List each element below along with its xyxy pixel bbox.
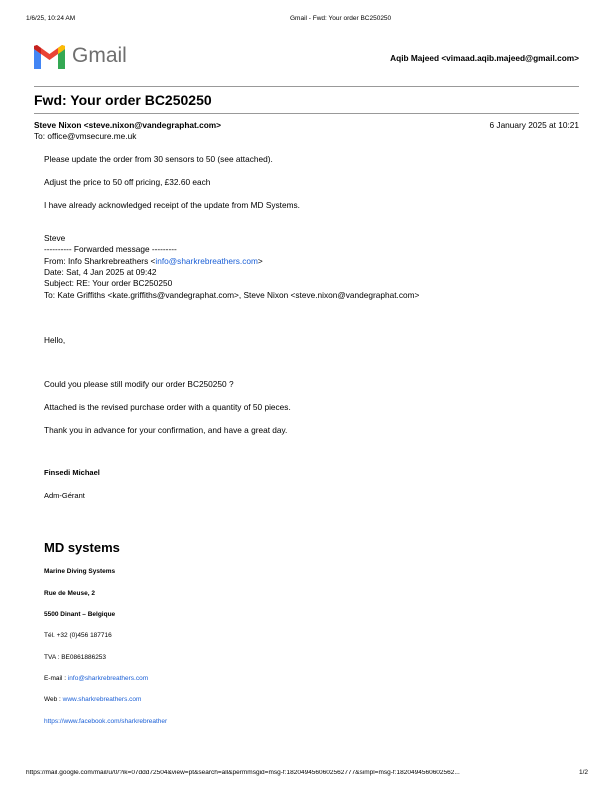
email-subject: Fwd: Your order BC250250 [34, 92, 212, 108]
body-line: Please update the order from 30 sensors to 50 (see attached). [44, 154, 273, 164]
body-line: Adjust the price to 50 off pricing, £32.60 each [44, 177, 211, 187]
signature-full-name: Marine Diving Systems [44, 568, 116, 575]
forwarded-subject: Subject: RE: Your order BC250250 [44, 278, 173, 288]
quoted-role: Adm-Gérant [44, 491, 85, 500]
gmail-logo [34, 44, 127, 73]
print-title: Gmail - Fwd: Your order BC250250 [290, 15, 392, 22]
divider [34, 113, 579, 114]
quoted-line: Thank you in advance for your confirmation, and have a great day. [44, 425, 288, 435]
signature-company: MD systems [44, 540, 120, 555]
from-email-link[interactable]: info@sharkrebreathers.com [155, 256, 258, 266]
forwarded-to: To: Kate Griffiths <kate.griffiths@vandegraphat.com>, Steve Nixon <steve.nixon@vandegraphat.com> [44, 290, 420, 300]
quoted-line: Could you please still modify our order BC250250 ? [44, 379, 234, 389]
signature-web-link[interactable]: www.sharkrebreathers.com [62, 696, 142, 703]
sent-date: 6 January 2025 at 10:21 [489, 120, 579, 130]
signature-email-link[interactable]: info@sharkrebreathers.com [67, 675, 149, 682]
greeting: Hello, [44, 335, 66, 345]
forwarded-separator: ---------- Forwarded message --------- [44, 244, 177, 254]
quoted-line: Attached is the revised purchase order with a quantity of 50 pieces. [44, 402, 291, 412]
signature-web [44, 697, 141, 704]
divider [34, 86, 579, 87]
account-identity: Aqib Majeed <vimaad.aqib.majeed@gmail.com> [390, 53, 579, 63]
body-line: I have already acknowledged receipt of the update from MD Systems. [44, 200, 300, 210]
signature-facebook-link[interactable]: https://www.facebook.com/sharkrebreather [44, 718, 168, 725]
forwarded-date: Date: Sat, 4 Jan 2025 at 09:42 [44, 267, 157, 277]
from-close: > [257, 256, 263, 266]
from-label: From: Info Sharkrebreathers < [44, 256, 156, 266]
signature-email [44, 676, 148, 683]
print-url: https://mail.google.com/mail/u/0/?ik=07ddd72504&view=pt&search=all&permmsgid=msg-f:1820494560602562777&simpl=msg-f:1820494560602562... [26, 770, 460, 776]
gmail-wordmark: Gmail [72, 44, 127, 67]
print-datetime: 1/6/25, 10:24 AM [26, 15, 76, 22]
page-number: 1/2 [578, 769, 588, 776]
signature-street: Rue de Meuse, 2 [44, 590, 95, 597]
signoff: Steve [44, 233, 66, 243]
signature-phone: Tél. +32 (0)456 187716 [44, 632, 112, 639]
gmail-m-icon [34, 45, 65, 69]
signature-vat: TVA : BE0861886253 [44, 654, 107, 661]
recipient: To: office@vmsecure.me.uk [34, 131, 137, 141]
signature-city: 5500 Dinant – Belgique [44, 611, 116, 618]
quoted-name: Finsedi Michael [44, 468, 100, 477]
web-label: Web : [44, 696, 63, 703]
sender: Steve Nixon <steve.nixon@vandegraphat.com> [34, 120, 221, 130]
email-label: E-mail : [44, 675, 68, 682]
forwarded-from [44, 257, 263, 265]
